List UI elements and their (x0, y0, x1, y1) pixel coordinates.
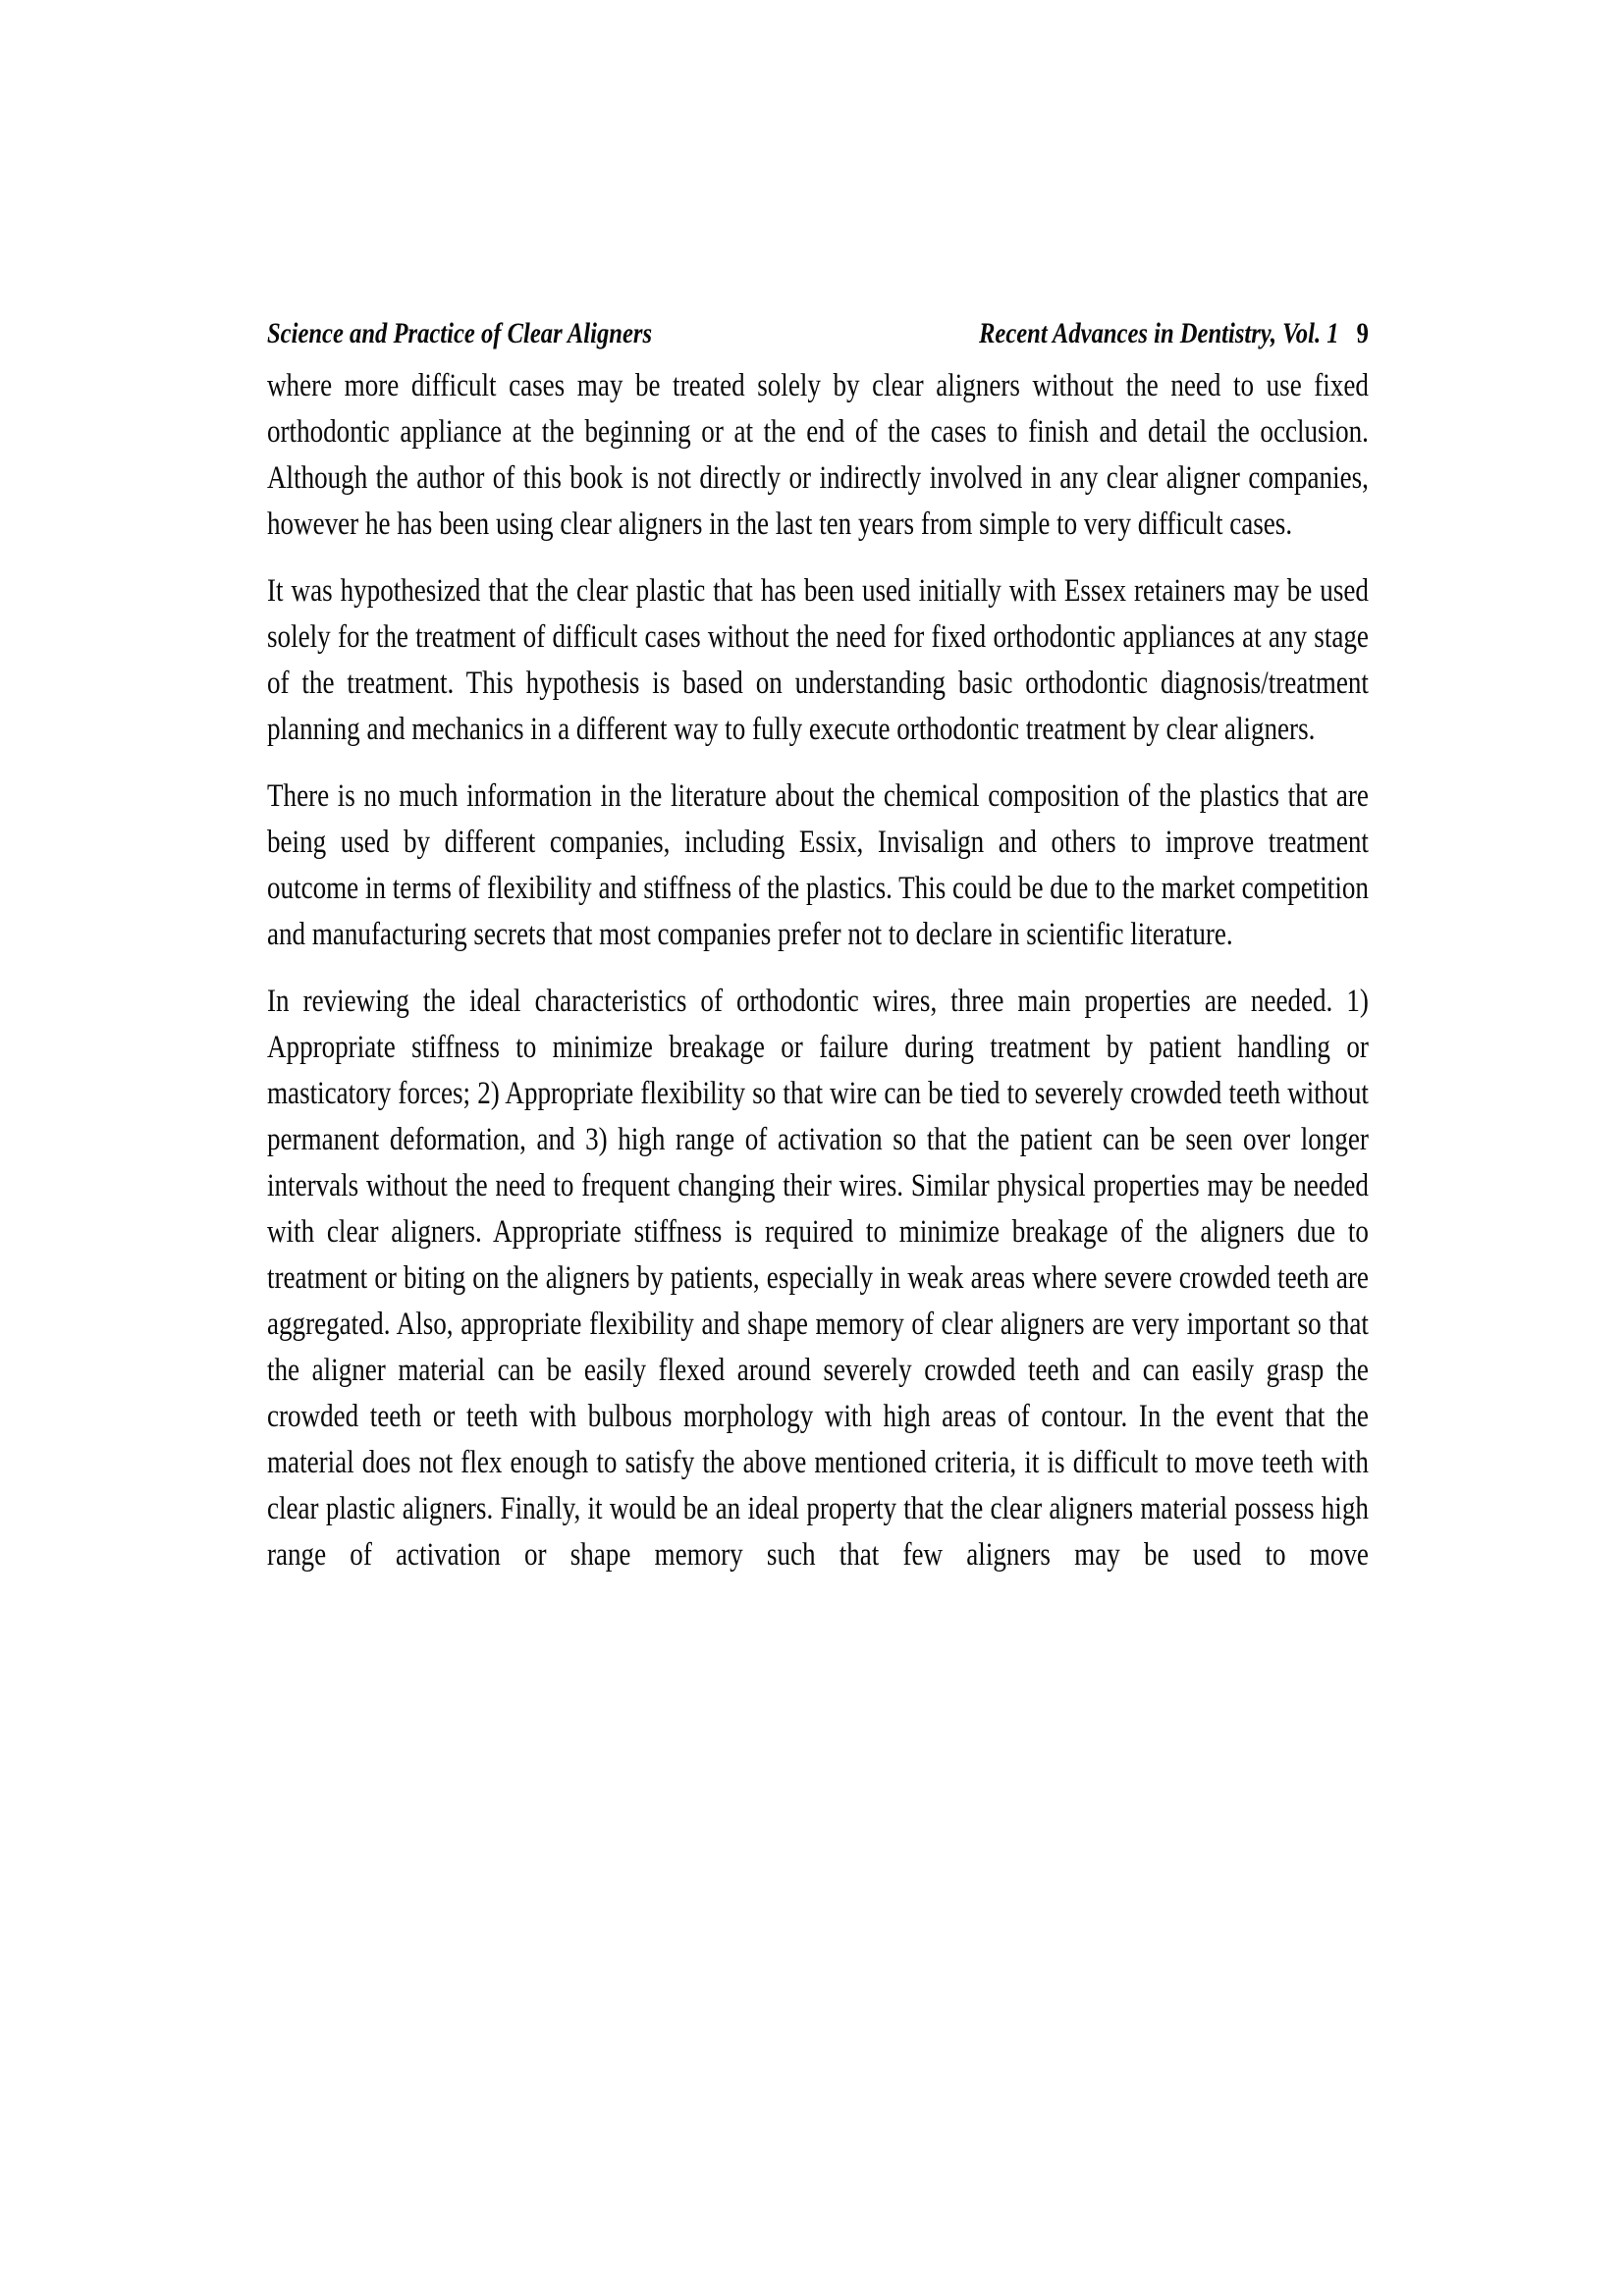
paragraph-4: In reviewing the ideal characteristics of orthodontic wires, three main properties are needed. 1) Appropriate stiffness to minimize breakage or failure during treatment by patient handling or masticatory forces; 2) Appropriate flexibility so that wire can be tied to severely crowded teeth without permanent deformation, and 3) high range of activation so that the patient can be seen over longer intervals without the need to frequent changing their wires. Similar physical properties may be needed with clear aligners. Appropriate stiffness is required to minimize breakage of the aligners due to treatment or biting on the aligners by patients, especially in weak areas where severe crowded teeth are aggregated. Also, appropriate flexibility and shape memory of clear aligners are very important so that the aligner material can be easily flexed around severely crowded teeth and can easily grasp the crowded teeth or teeth with bulbous morphology with high areas of contour. In the event that the material does not flex enough to satisfy the above mentioned criteria, it is difficult to move teeth with clear plastic aligners. Finally, it would be an ideal property that the clear aligners material possess high range of activation or shape memory such that few aligners may be used to move (267, 984, 1369, 1573)
body-text (267, 363, 1369, 1578)
paragraph-2: It was hypothesized that the clear plastic that has been used initially with Essex retainers may be used solely for the treatment of difficult cases without the need for fixed orthodontic appliances at any stage of the treatment. This hypothesis is based on understanding basic orthodontic diagnosis/treatment planning and mechanics in a different way to fully execute orthodontic treatment by clear aligners. (267, 573, 1369, 747)
page-content (267, 316, 1369, 1578)
paragraph-3: There is no much information in the literature about the chemical composition of the plastics that are being used by different companies, including Essix, Invisalign and others to improve treatment outcome in terms of flexibility and stiffness of the plastics. This could be due to the market competition and manufacturing secrets that most companies prefer not to declare in scientific literature. (267, 778, 1369, 952)
volume-title: Recent Advances in Dentistry, Vol. 1 (979, 317, 1339, 349)
paragraph-1: where more difficult cases may be treated solely by clear aligners without the need to use fixed orthodontic appliance at the beginning or at the end of the cases to finish and detail the occlusion. Although the author of this book is not directly or indirectly involved in any clear aligner companies, however he has been using clear aligners in the last ten years from simple to very difficult cases. (267, 368, 1369, 542)
book-title: Science and Practice of Clear Aligners (267, 317, 653, 349)
volume-header (979, 316, 1369, 351)
page-number: 9 (1356, 317, 1369, 349)
running-header (267, 316, 1369, 351)
